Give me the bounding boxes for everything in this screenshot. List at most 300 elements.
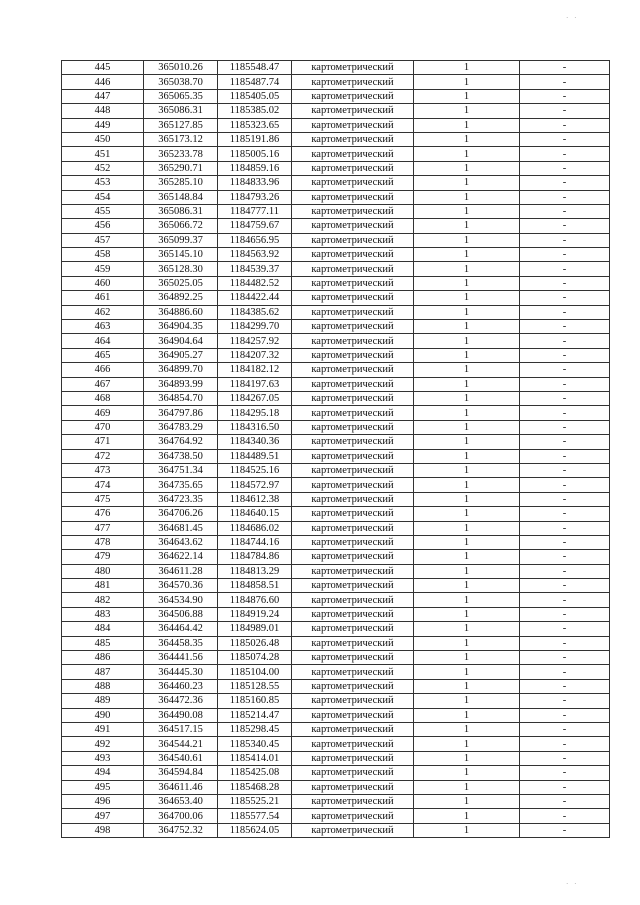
note-cell: - (520, 435, 610, 449)
accuracy-cell: 1 (414, 391, 520, 405)
accuracy-cell: 1 (414, 636, 520, 650)
table-row (62, 75, 610, 89)
x-coordinate-cell: 364534.90 (144, 593, 218, 607)
x-coordinate-cell: 364490.08 (144, 708, 218, 722)
accuracy-cell: 1 (414, 291, 520, 305)
method-cell: картометрический (292, 766, 414, 780)
table-row (62, 406, 610, 420)
note-cell: - (520, 507, 610, 521)
method-cell: картометрический (292, 435, 414, 449)
method-cell: картометрический (292, 492, 414, 506)
point-number-cell: 497 (62, 809, 144, 823)
note-cell: - (520, 651, 610, 665)
method-cell: картометрический (292, 809, 414, 823)
table-row (62, 564, 610, 578)
note-cell: - (520, 406, 610, 420)
note-cell: - (520, 579, 610, 593)
note-cell: - (520, 478, 610, 492)
y-coordinate-cell: 1184422.44 (218, 291, 292, 305)
x-coordinate-cell: 364540.61 (144, 751, 218, 765)
point-number-cell: 473 (62, 463, 144, 477)
accuracy-cell: 1 (414, 320, 520, 334)
y-coordinate-cell: 1185525.21 (218, 794, 292, 808)
accuracy-cell: 1 (414, 363, 520, 377)
point-number-cell: 467 (62, 377, 144, 391)
table-row (62, 622, 610, 636)
point-number-cell: 480 (62, 564, 144, 578)
x-coordinate-cell: 364472.36 (144, 694, 218, 708)
method-cell: картометрический (292, 550, 414, 564)
method-cell: картометрический (292, 219, 414, 233)
note-cell: - (520, 766, 610, 780)
accuracy-cell: 1 (414, 75, 520, 89)
method-cell: картометрический (292, 579, 414, 593)
point-number-cell: 451 (62, 147, 144, 161)
y-coordinate-cell: 1184563.92 (218, 248, 292, 262)
y-coordinate-cell: 1184777.11 (218, 204, 292, 218)
note-cell: - (520, 104, 610, 118)
x-coordinate-cell: 364783.29 (144, 420, 218, 434)
point-number-cell: 453 (62, 176, 144, 190)
note-cell: - (520, 276, 610, 290)
x-coordinate-cell: 365290.71 (144, 161, 218, 175)
y-coordinate-cell: 1184686.02 (218, 521, 292, 535)
accuracy-cell: 1 (414, 204, 520, 218)
note-cell: - (520, 75, 610, 89)
note-cell: - (520, 535, 610, 549)
x-coordinate-cell: 364905.27 (144, 348, 218, 362)
note-cell: - (520, 320, 610, 334)
x-coordinate-cell: 364622.14 (144, 550, 218, 564)
accuracy-cell: 1 (414, 507, 520, 521)
x-coordinate-cell: 365025.05 (144, 276, 218, 290)
note-cell: - (520, 219, 610, 233)
method-cell: картометрический (292, 449, 414, 463)
y-coordinate-cell: 1185468.28 (218, 780, 292, 794)
accuracy-cell: 1 (414, 665, 520, 679)
y-coordinate-cell: 1184989.01 (218, 622, 292, 636)
accuracy-cell: 1 (414, 334, 520, 348)
method-cell: картометрический (292, 161, 414, 175)
note-cell: - (520, 521, 610, 535)
x-coordinate-cell: 364570.36 (144, 579, 218, 593)
x-coordinate-cell: 364681.45 (144, 521, 218, 535)
point-number-cell: 494 (62, 766, 144, 780)
table-row (62, 809, 610, 823)
note-cell: - (520, 89, 610, 103)
method-cell: картометрический (292, 348, 414, 362)
x-coordinate-cell: 364700.06 (144, 809, 218, 823)
method-cell: картометрический (292, 248, 414, 262)
y-coordinate-cell: 1184316.50 (218, 420, 292, 434)
method-cell: картометрический (292, 636, 414, 650)
table-row (62, 463, 610, 477)
accuracy-cell: 1 (414, 694, 520, 708)
accuracy-cell: 1 (414, 406, 520, 420)
x-coordinate-cell: 365010.26 (144, 61, 218, 75)
method-cell: картометрический (292, 607, 414, 621)
note-cell: - (520, 363, 610, 377)
table-row (62, 665, 610, 679)
note-cell: - (520, 262, 610, 276)
y-coordinate-cell: 1185323.65 (218, 118, 292, 132)
table-row (62, 708, 610, 722)
x-coordinate-cell: 365233.78 (144, 147, 218, 161)
x-coordinate-cell: 364594.84 (144, 766, 218, 780)
table-row (62, 118, 610, 132)
note-cell: - (520, 391, 610, 405)
accuracy-cell: 1 (414, 751, 520, 765)
accuracy-cell: 1 (414, 794, 520, 808)
method-cell: картометрический (292, 291, 414, 305)
point-number-cell: 466 (62, 363, 144, 377)
point-number-cell: 477 (62, 521, 144, 535)
y-coordinate-cell: 1184833.96 (218, 176, 292, 190)
method-cell: картометрический (292, 204, 414, 218)
x-coordinate-cell: 365148.84 (144, 190, 218, 204)
method-cell: картометрический (292, 391, 414, 405)
accuracy-cell: 1 (414, 435, 520, 449)
x-coordinate-cell: 364899.70 (144, 363, 218, 377)
x-coordinate-cell: 364611.28 (144, 564, 218, 578)
accuracy-cell: 1 (414, 622, 520, 636)
note-cell: - (520, 694, 610, 708)
y-coordinate-cell: 1184656.95 (218, 233, 292, 247)
accuracy-cell: 1 (414, 233, 520, 247)
x-coordinate-cell: 364738.50 (144, 449, 218, 463)
y-coordinate-cell: 1184744.16 (218, 535, 292, 549)
accuracy-cell: 1 (414, 61, 520, 75)
y-coordinate-cell: 1184182.12 (218, 363, 292, 377)
x-coordinate-cell: 365086.31 (144, 204, 218, 218)
method-cell: картометрический (292, 104, 414, 118)
table-row (62, 579, 610, 593)
method-cell: картометрический (292, 190, 414, 204)
x-coordinate-cell: 364752.32 (144, 823, 218, 837)
x-coordinate-cell: 364904.35 (144, 320, 218, 334)
point-number-cell: 493 (62, 751, 144, 765)
method-cell: картометрический (292, 823, 414, 837)
method-cell: картометрический (292, 564, 414, 578)
note-cell: - (520, 190, 610, 204)
x-coordinate-cell: 364611.46 (144, 780, 218, 794)
accuracy-cell: 1 (414, 651, 520, 665)
x-coordinate-cell: 364517.15 (144, 722, 218, 736)
x-coordinate-cell: 364506.88 (144, 607, 218, 621)
method-cell: картометрический (292, 363, 414, 377)
note-cell: - (520, 147, 610, 161)
table-row (62, 190, 610, 204)
y-coordinate-cell: 1184876.60 (218, 593, 292, 607)
point-number-cell: 476 (62, 507, 144, 521)
x-coordinate-cell: 365285.10 (144, 176, 218, 190)
x-coordinate-cell: 364797.86 (144, 406, 218, 420)
y-coordinate-cell: 1185191.86 (218, 132, 292, 146)
accuracy-cell: 1 (414, 550, 520, 564)
method-cell: картометрический (292, 118, 414, 132)
method-cell: картометрический (292, 89, 414, 103)
method-cell: картометрический (292, 751, 414, 765)
coordinates-table-body (62, 61, 610, 838)
point-number-cell: 475 (62, 492, 144, 506)
accuracy-cell: 1 (414, 89, 520, 103)
method-cell: картометрический (292, 622, 414, 636)
table-row (62, 722, 610, 736)
table-row (62, 794, 610, 808)
y-coordinate-cell: 1184295.18 (218, 406, 292, 420)
note-cell: - (520, 665, 610, 679)
table-row (62, 161, 610, 175)
note-cell: - (520, 492, 610, 506)
point-number-cell: 470 (62, 420, 144, 434)
x-coordinate-cell: 364886.60 (144, 305, 218, 319)
note-cell: - (520, 176, 610, 190)
y-coordinate-cell: 1185026.48 (218, 636, 292, 650)
table-row (62, 104, 610, 118)
x-coordinate-cell: 364904.64 (144, 334, 218, 348)
x-coordinate-cell: 364441.56 (144, 651, 218, 665)
accuracy-cell: 1 (414, 377, 520, 391)
method-cell: картометрический (292, 75, 414, 89)
y-coordinate-cell: 1185414.01 (218, 751, 292, 765)
note-cell: - (520, 607, 610, 621)
table-row (62, 377, 610, 391)
x-coordinate-cell: 364893.99 (144, 377, 218, 391)
point-number-cell: 469 (62, 406, 144, 420)
x-coordinate-cell: 365065.35 (144, 89, 218, 103)
point-number-cell: 483 (62, 607, 144, 621)
table-row (62, 521, 610, 535)
y-coordinate-cell: 1184340.36 (218, 435, 292, 449)
note-cell: - (520, 794, 610, 808)
point-number-cell: 450 (62, 132, 144, 146)
y-coordinate-cell: 1184257.92 (218, 334, 292, 348)
accuracy-cell: 1 (414, 449, 520, 463)
method-cell: картометрический (292, 478, 414, 492)
method-cell: картометрический (292, 535, 414, 549)
point-number-cell: 465 (62, 348, 144, 362)
x-coordinate-cell: 364764.92 (144, 435, 218, 449)
accuracy-cell: 1 (414, 478, 520, 492)
note-cell: - (520, 780, 610, 794)
y-coordinate-cell: 1184859.16 (218, 161, 292, 175)
table-row (62, 176, 610, 190)
y-coordinate-cell: 1184525.16 (218, 463, 292, 477)
table-row (62, 651, 610, 665)
note-cell: - (520, 809, 610, 823)
accuracy-cell: 1 (414, 420, 520, 434)
y-coordinate-cell: 1185005.16 (218, 147, 292, 161)
accuracy-cell: 1 (414, 305, 520, 319)
note-cell: - (520, 377, 610, 391)
accuracy-cell: 1 (414, 607, 520, 621)
y-coordinate-cell: 1184612.38 (218, 492, 292, 506)
table-row (62, 334, 610, 348)
y-coordinate-cell: 1185104.00 (218, 665, 292, 679)
table-row (62, 823, 610, 837)
accuracy-cell: 1 (414, 766, 520, 780)
table-row (62, 61, 610, 75)
note-cell: - (520, 463, 610, 477)
table-row (62, 363, 610, 377)
y-coordinate-cell: 1184197.63 (218, 377, 292, 391)
table-row (62, 766, 610, 780)
accuracy-cell: 1 (414, 348, 520, 362)
point-number-cell: 468 (62, 391, 144, 405)
y-coordinate-cell: 1185577.54 (218, 809, 292, 823)
table-row (62, 233, 610, 247)
scan-speck-bottom: · · (566, 880, 579, 888)
x-coordinate-cell: 365038.70 (144, 75, 218, 89)
x-coordinate-cell: 364706.26 (144, 507, 218, 521)
method-cell: картометрический (292, 507, 414, 521)
point-number-cell: 492 (62, 737, 144, 751)
table-row (62, 391, 610, 405)
y-coordinate-cell: 1184299.70 (218, 320, 292, 334)
table-row (62, 132, 610, 146)
accuracy-cell: 1 (414, 737, 520, 751)
table-row (62, 305, 610, 319)
accuracy-cell: 1 (414, 593, 520, 607)
note-cell: - (520, 679, 610, 693)
method-cell: картометрический (292, 665, 414, 679)
y-coordinate-cell: 1185074.28 (218, 651, 292, 665)
y-coordinate-cell: 1184784.86 (218, 550, 292, 564)
method-cell: картометрический (292, 276, 414, 290)
point-number-cell: 454 (62, 190, 144, 204)
note-cell: - (520, 751, 610, 765)
point-number-cell: 463 (62, 320, 144, 334)
table-row (62, 694, 610, 708)
table-row (62, 737, 610, 751)
method-cell: картометрический (292, 334, 414, 348)
note-cell: - (520, 161, 610, 175)
accuracy-cell: 1 (414, 579, 520, 593)
point-number-cell: 464 (62, 334, 144, 348)
point-number-cell: 488 (62, 679, 144, 693)
note-cell: - (520, 334, 610, 348)
x-coordinate-cell: 364464.42 (144, 622, 218, 636)
point-number-cell: 449 (62, 118, 144, 132)
point-number-cell: 479 (62, 550, 144, 564)
accuracy-cell: 1 (414, 521, 520, 535)
table-row (62, 348, 610, 362)
point-number-cell: 487 (62, 665, 144, 679)
table-row (62, 679, 610, 693)
y-coordinate-cell: 1184539.37 (218, 262, 292, 276)
point-number-cell: 478 (62, 535, 144, 549)
y-coordinate-cell: 1184793.26 (218, 190, 292, 204)
note-cell: - (520, 204, 610, 218)
point-number-cell: 491 (62, 722, 144, 736)
point-number-cell: 474 (62, 478, 144, 492)
y-coordinate-cell: 1184813.29 (218, 564, 292, 578)
method-cell: картометрический (292, 305, 414, 319)
table-row (62, 204, 610, 218)
method-cell: картометрический (292, 61, 414, 75)
y-coordinate-cell: 1184759.67 (218, 219, 292, 233)
y-coordinate-cell: 1185128.55 (218, 679, 292, 693)
coordinates-table (61, 60, 610, 838)
point-number-cell: 460 (62, 276, 144, 290)
table-row (62, 435, 610, 449)
point-number-cell: 446 (62, 75, 144, 89)
method-cell: картометрический (292, 737, 414, 751)
method-cell: картометрический (292, 722, 414, 736)
note-cell: - (520, 622, 610, 636)
x-coordinate-cell: 365066.72 (144, 219, 218, 233)
accuracy-cell: 1 (414, 248, 520, 262)
method-cell: картометрический (292, 406, 414, 420)
point-number-cell: 461 (62, 291, 144, 305)
accuracy-cell: 1 (414, 564, 520, 578)
x-coordinate-cell: 365099.37 (144, 233, 218, 247)
method-cell: картометрический (292, 794, 414, 808)
method-cell: картометрический (292, 233, 414, 247)
table-row (62, 276, 610, 290)
note-cell: - (520, 823, 610, 837)
table-row (62, 550, 610, 564)
accuracy-cell: 1 (414, 190, 520, 204)
point-number-cell: 484 (62, 622, 144, 636)
y-coordinate-cell: 1185624.05 (218, 823, 292, 837)
y-coordinate-cell: 1185548.47 (218, 61, 292, 75)
x-coordinate-cell: 364892.25 (144, 291, 218, 305)
y-coordinate-cell: 1185405.05 (218, 89, 292, 103)
table-row (62, 507, 610, 521)
method-cell: картометрический (292, 521, 414, 535)
x-coordinate-cell: 365173.12 (144, 132, 218, 146)
y-coordinate-cell: 1185160.85 (218, 694, 292, 708)
table-row (62, 219, 610, 233)
method-cell: картометрический (292, 780, 414, 794)
table-row (62, 449, 610, 463)
table-row (62, 607, 610, 621)
accuracy-cell: 1 (414, 780, 520, 794)
note-cell: - (520, 305, 610, 319)
table-row (62, 751, 610, 765)
point-number-cell: 456 (62, 219, 144, 233)
x-coordinate-cell: 365086.31 (144, 104, 218, 118)
y-coordinate-cell: 1184919.24 (218, 607, 292, 621)
y-coordinate-cell: 1185385.02 (218, 104, 292, 118)
method-cell: картометрический (292, 147, 414, 161)
y-coordinate-cell: 1184858.51 (218, 579, 292, 593)
accuracy-cell: 1 (414, 276, 520, 290)
point-number-cell: 448 (62, 104, 144, 118)
accuracy-cell: 1 (414, 219, 520, 233)
method-cell: картометрический (292, 420, 414, 434)
y-coordinate-cell: 1184640.15 (218, 507, 292, 521)
point-number-cell: 482 (62, 593, 144, 607)
accuracy-cell: 1 (414, 104, 520, 118)
point-number-cell: 496 (62, 794, 144, 808)
point-number-cell: 485 (62, 636, 144, 650)
y-coordinate-cell: 1184572.97 (218, 478, 292, 492)
accuracy-cell: 1 (414, 492, 520, 506)
method-cell: картометрический (292, 176, 414, 190)
point-number-cell: 471 (62, 435, 144, 449)
note-cell: - (520, 118, 610, 132)
method-cell: картометрический (292, 651, 414, 665)
note-cell: - (520, 420, 610, 434)
x-coordinate-cell: 364751.34 (144, 463, 218, 477)
point-number-cell: 452 (62, 161, 144, 175)
accuracy-cell: 1 (414, 132, 520, 146)
point-number-cell: 498 (62, 823, 144, 837)
point-number-cell: 495 (62, 780, 144, 794)
x-coordinate-cell: 364735.65 (144, 478, 218, 492)
